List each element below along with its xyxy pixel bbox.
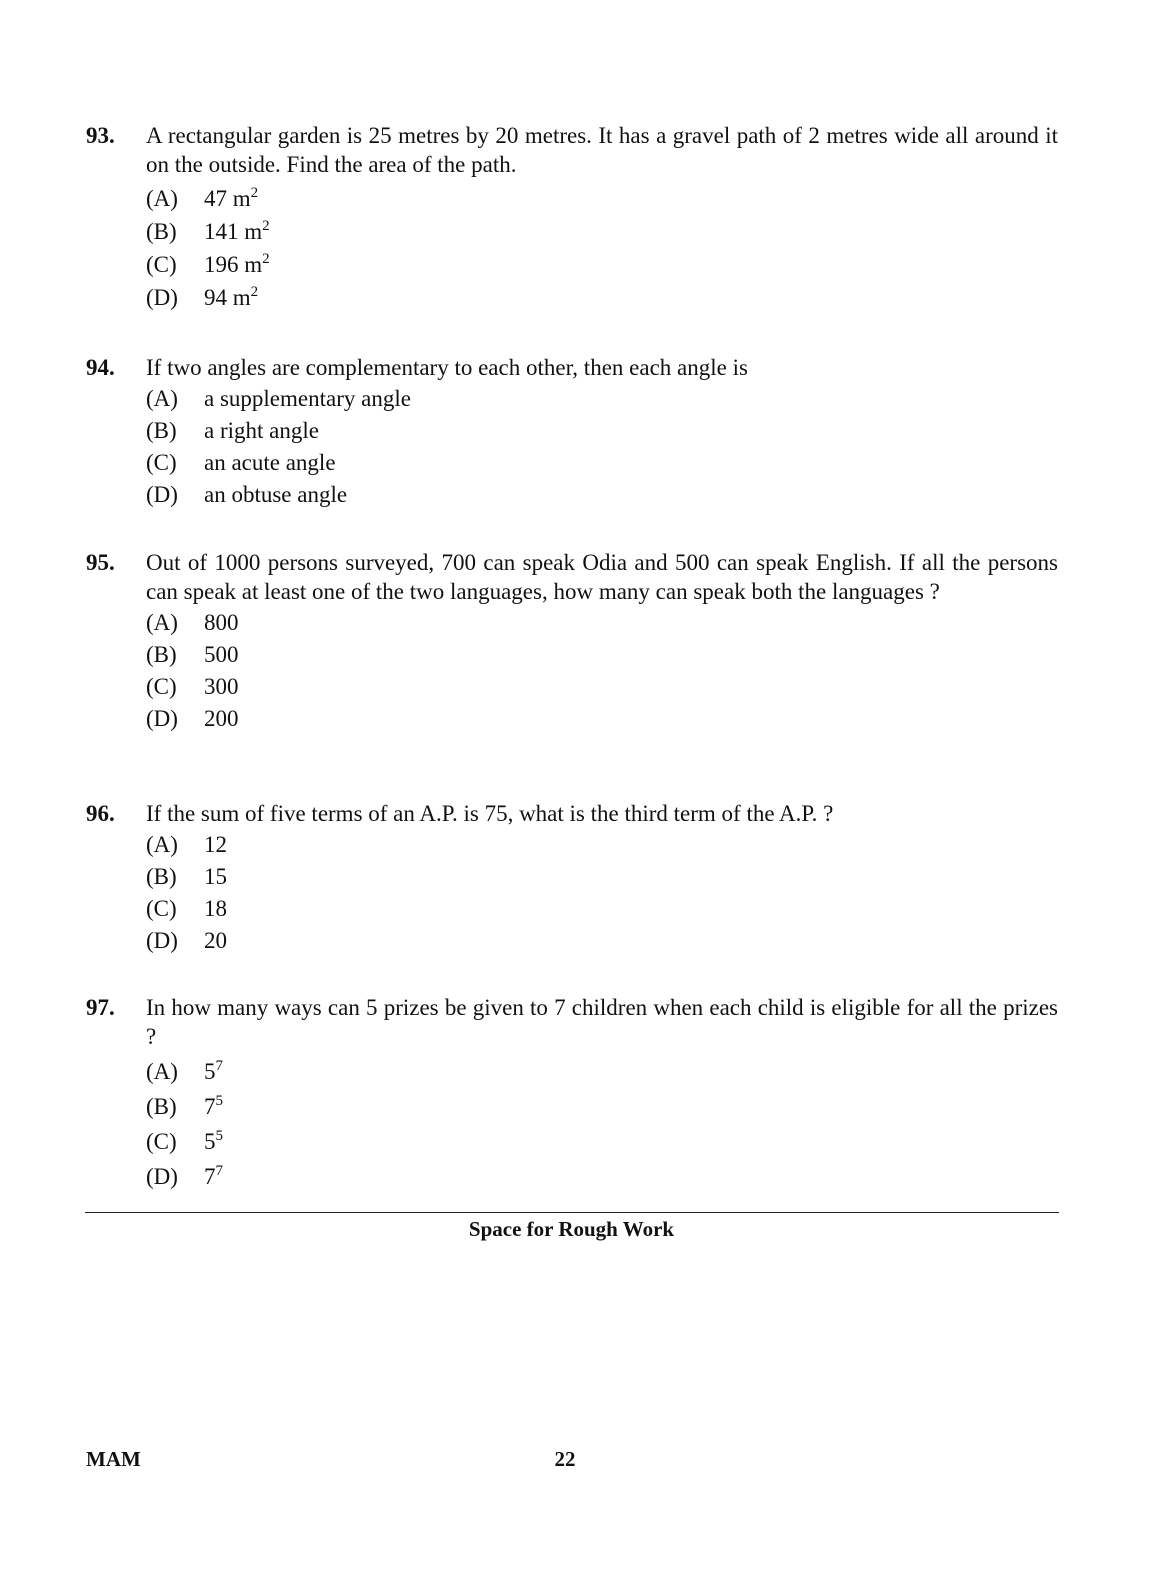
options-list	[146, 1054, 1058, 1194]
question-94	[86, 353, 1058, 510]
option-text: 500	[204, 641, 239, 667]
option-letter: (A)	[146, 831, 178, 857]
options-list	[146, 828, 1058, 956]
option-letter: (B)	[146, 219, 177, 244]
option-c	[146, 446, 1058, 478]
option-text: $7^5$	[204, 1093, 223, 1119]
option-a	[146, 182, 1058, 215]
rough-work-heading: Space for Rough Work	[468, 1217, 675, 1241]
option-letter: (D)	[146, 285, 178, 310]
option-c	[146, 892, 1058, 924]
option-letter: (A)	[146, 609, 178, 635]
option-c	[146, 670, 1058, 702]
option-d	[146, 702, 1058, 734]
option-letter: (C)	[146, 1129, 177, 1154]
question-97	[86, 993, 1058, 1194]
option-text: 94 $m^2$	[204, 284, 259, 310]
option-letter: (C)	[146, 252, 177, 277]
question-96	[86, 799, 1058, 956]
option-b	[146, 860, 1058, 892]
option-letter: (A)	[146, 1059, 178, 1084]
option-text: $7^7$	[204, 1163, 223, 1189]
option-d	[146, 281, 1058, 314]
options-list	[146, 382, 1058, 510]
option-text: 18	[204, 895, 227, 921]
option-letter: (D)	[146, 927, 178, 953]
option-letter: (C)	[146, 673, 177, 699]
question-text: In how many ways can 5 prizes be given to 7 children when each child is eligible for all the prizes ?	[146, 995, 1058, 1049]
option-text: 141 $m^2$	[204, 218, 270, 244]
option-a	[146, 1054, 1058, 1089]
option-text: 47 $m^2$	[204, 185, 259, 211]
option-d	[146, 1159, 1058, 1194]
question-text: If two angles are complementary to each other, then each angle is	[146, 355, 748, 380]
option-text: 12	[204, 831, 227, 857]
question-93	[86, 121, 1058, 314]
option-text: 20	[204, 927, 227, 953]
option-text: a supplementary angle	[204, 385, 411, 411]
option-text: $5^7$	[204, 1058, 223, 1084]
option-letter: (C)	[146, 895, 177, 921]
option-c	[146, 1124, 1058, 1159]
option-text: a right angle	[204, 417, 319, 443]
option-text: an obtuse angle	[204, 481, 348, 507]
option-text: an acute angle	[204, 449, 336, 475]
option-letter: (D)	[146, 1164, 178, 1189]
option-text: 196 $m^2$	[204, 251, 270, 277]
option-a	[146, 382, 1058, 414]
question-number: 94.	[86, 355, 115, 380]
option-b	[146, 215, 1058, 248]
option-letter: (B)	[146, 863, 177, 889]
option-text: 800	[204, 609, 239, 635]
option-letter: (B)	[146, 1094, 177, 1119]
footer-code: MAM	[86, 1447, 141, 1471]
question-number: 93.	[86, 123, 115, 148]
option-text: 300	[204, 673, 239, 699]
option-letter: (D)	[146, 481, 178, 507]
question-text: Out of 1000 persons surveyed, 700 can speak Odia and 500 can speak English. If all the persons can speak at least one of the two languages, how many can speak both the languages ?	[146, 550, 1058, 604]
option-letter: (C)	[146, 449, 177, 475]
option-text: 200	[204, 705, 239, 731]
page-number: 22	[554, 1447, 576, 1471]
question-text: If the sum of five terms of an A.P. is 75, what is the third term of the A.P. ?	[146, 801, 834, 826]
option-d	[146, 478, 1058, 510]
question-text: A rectangular garden is 25 metres by 20 metres. It has a gravel path of 2 metres wide all around it on the outside. Find the area of the path.	[146, 123, 1058, 177]
option-letter: (A)	[146, 385, 178, 411]
option-text: 15	[204, 863, 227, 889]
option-a	[146, 606, 1058, 638]
option-letter: (B)	[146, 417, 177, 443]
question-number: 97.	[86, 995, 115, 1020]
question-number: 96.	[86, 801, 115, 826]
options-list	[146, 606, 1058, 734]
options-list	[146, 182, 1058, 314]
option-text: $5^5$	[204, 1128, 223, 1154]
option-b	[146, 1089, 1058, 1124]
option-b	[146, 638, 1058, 670]
option-letter: (D)	[146, 705, 178, 731]
option-d	[146, 924, 1058, 956]
question-95	[86, 548, 1058, 734]
question-number: 95.	[86, 550, 115, 575]
option-letter: (B)	[146, 641, 177, 667]
option-a	[146, 828, 1058, 860]
option-letter: (A)	[146, 186, 178, 211]
option-c	[146, 248, 1058, 281]
rough-work-divider	[85, 1212, 1059, 1213]
option-b	[146, 414, 1058, 446]
